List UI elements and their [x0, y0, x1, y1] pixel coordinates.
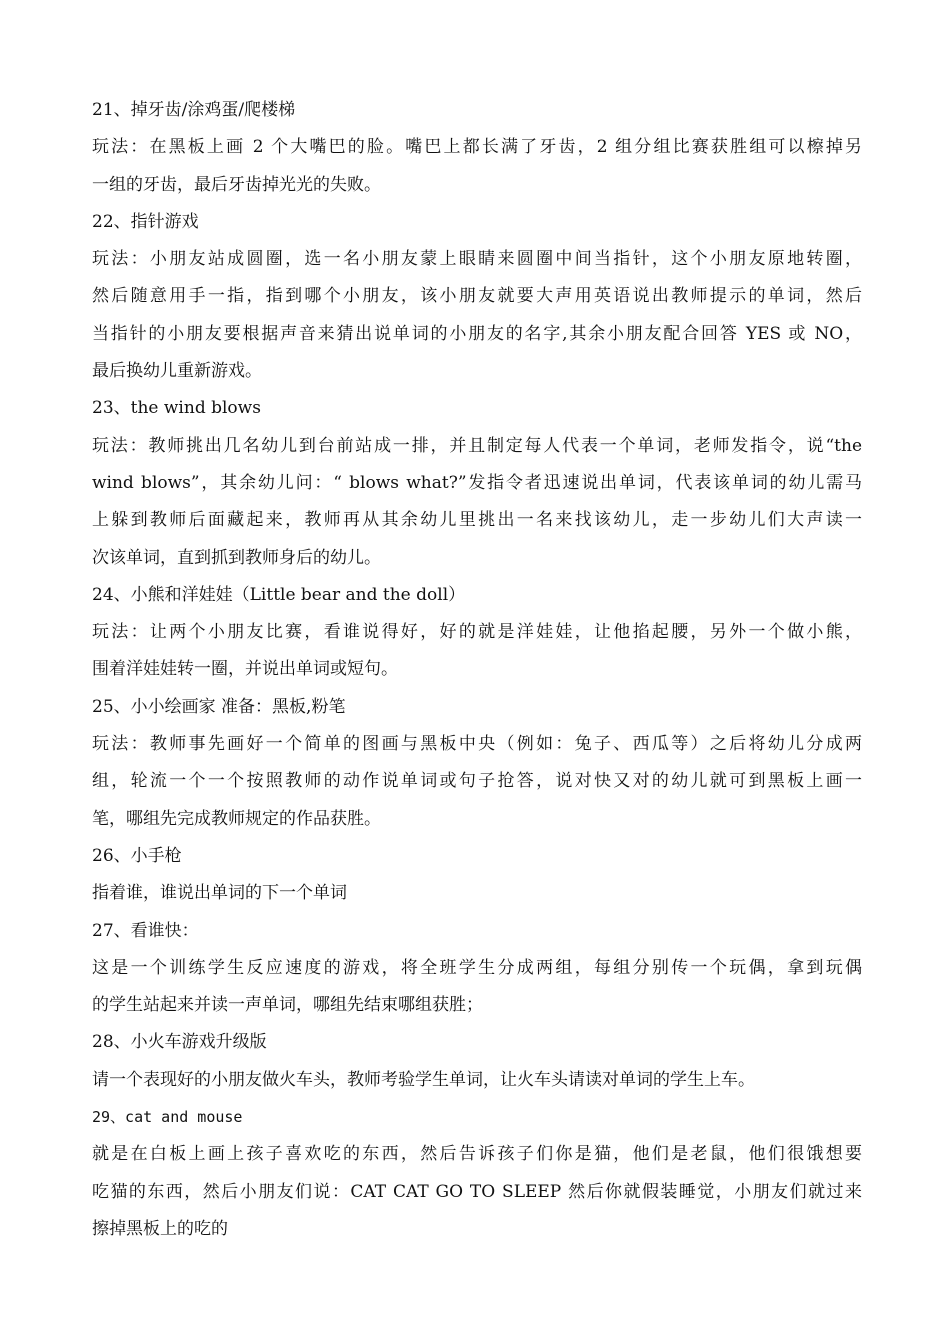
paragraph-line: 玩法：教师挑出几名幼儿到台前站成一排，并且制定每人代表一个单词，老师发指令，说“the — [92, 435, 862, 456]
heading-21: 21、掉牙齿/涂鸡蛋/爬楼梯 — [92, 100, 296, 120]
heading-29: 29、cat and mouse — [92, 1108, 243, 1127]
paragraph-line: 当指针的小朋友要根据声音来猜出说单词的小朋友的名字,其余小朋友配合回答 YES 或 NO， — [92, 323, 862, 344]
paragraph-line: 玩法：在黑板上画 2 个大嘴巴的脸。嘴巴上都长满了牙齿，2 组分组比赛获胜组可以檫掉另 — [92, 137, 862, 158]
heading-25: 25、小小绘画家 准备：黑板,粉笔 — [92, 696, 346, 717]
heading-26: 26、小手枪 — [92, 845, 182, 866]
paragraph-line: 然后随意用手一指，指到哪个小朋友，该小朋友就要大声用英语说出教师提示的单词，然后 — [92, 286, 862, 307]
heading-27: 27、看谁快： — [92, 920, 199, 941]
heading-28: 28、小火车游戏升级版 — [92, 1032, 267, 1053]
paragraph-line: 上躲到教师后面藏起来，教师再从其余幼儿里挑出一名来找该幼儿，走一步幼儿们大声读一 — [92, 510, 862, 531]
heading-23: 23、the wind blows — [92, 398, 261, 419]
paragraph-line: 擦掉黑板上的吃的 — [92, 1218, 228, 1239]
paragraph-line: 玩法：小朋友站成圆圈，选一名小朋友蒙上眼睛来圆圈中间当指针，这个小朋友原地转圈， — [92, 249, 862, 270]
paragraph-line: wind blows”，其余幼儿问：“ blows what?”发指令者迅速说出单词，代表该单词的幼儿需马 — [92, 472, 862, 493]
paragraph-line: 围着洋娃娃转一圈，并说出单词或短句。 — [92, 659, 398, 680]
paragraph-line: 一组的牙齿，最后牙齿掉光光的失败。 — [92, 174, 381, 195]
heading-22: 22、指针游戏 — [92, 211, 199, 232]
paragraph-line: 请一个表现好的小朋友做火车头，教师考验学生单词，让火车头请读对单词的学生上车。 — [92, 1069, 755, 1090]
paragraph-line: 最后换幼儿重新游戏。 — [92, 361, 262, 382]
paragraph-line: 指着谁，谁说出单词的下一个单词 — [92, 883, 347, 904]
document-page — [92, 92, 862, 1248]
paragraph-line: 这是一个训练学生反应速度的游戏，将全班学生分成两组，每组分别传一个玩偶，拿到玩偶 — [92, 957, 862, 978]
paragraph-line: 次该单词，直到抓到教师身后的幼儿。 — [92, 547, 381, 568]
paragraph-line: 玩法：让两个小朋友比赛，看谁说得好，好的就是洋娃娃，让他掐起腰，另外一个做小熊， — [92, 622, 862, 643]
paragraph-line: 的学生站起来并读一声单词，哪组先结束哪组获胜； — [92, 995, 483, 1016]
paragraph-line: 玩法：教师事先画好一个简单的图画与黑板中央（例如：兔子、西瓜等）之后将幼儿分成两 — [92, 734, 862, 755]
paragraph-line: 笔，哪组先完成教师规定的作品获胜。 — [92, 808, 381, 829]
paragraph-line: 就是在白板上画上孩子喜欢吃的东西，然后告诉孩子们你是猫，他们是老鼠，他们很饿想要 — [92, 1144, 862, 1165]
paragraph-line: 吃猫的东西，然后小朋友们说：CAT CAT GO TO SLEEP 然后你就假装睡觉，小朋友们就过来 — [92, 1181, 862, 1202]
heading-24: 24、小熊和洋娃娃（Little bear and the doll） — [92, 584, 466, 605]
paragraph-line: 组，轮流一个一个按照教师的动作说单词或句子抢答，说对快又对的幼儿就可到黑板上画一 — [92, 771, 862, 792]
